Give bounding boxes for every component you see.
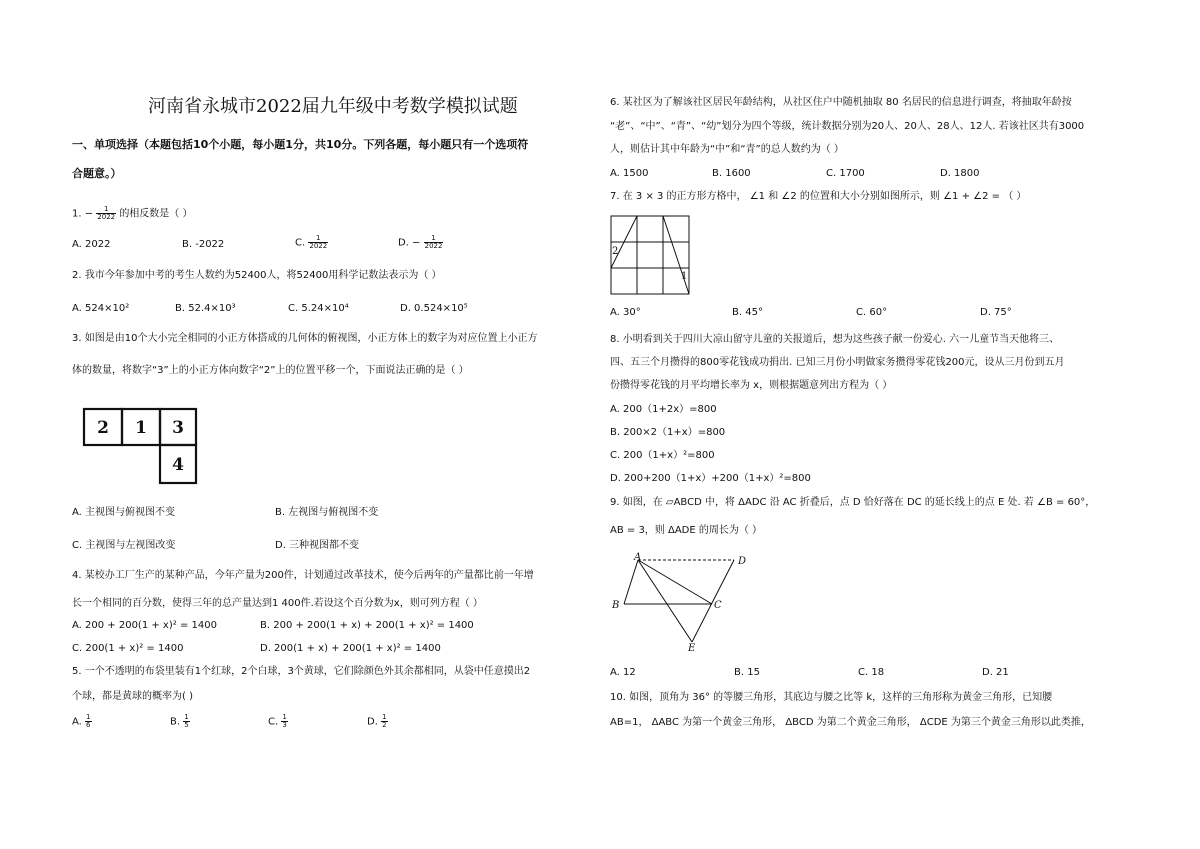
q3-grid-label-2: 2	[97, 418, 109, 438]
q4-option-d: D. 200(1 + x) + 200(1 + x)² = 1400	[260, 643, 441, 654]
q5-d-prefix: D.	[367, 716, 378, 728]
q9-label-C: C	[714, 600, 722, 611]
question-7-stem: 7. 在 3 × 3 的正方形方格中， ∠1 和 ∠2 的位置和大小分别如图所示，则 ∠1 + ∠2 = （ ）	[610, 191, 1027, 202]
q9-label-D: D	[738, 556, 747, 567]
q1-option-c	[295, 235, 328, 250]
q5-b-num: 1	[184, 713, 189, 721]
question-5-line2: 个球，都是黄球的概率为( )	[72, 691, 193, 702]
q5-option-c	[268, 714, 288, 729]
q6-option-a: A. 1500	[610, 168, 649, 179]
question-6-line1: 6. 某社区为了解该社区居民年龄结构，从社区住户中随机抽取 80 名居民的信息进行调查，将抽取年龄按	[610, 97, 1072, 108]
question-4-line2: 长一个相同的百分数，使得三年的总产量达到1 400件.若设这个百分数为x，则可列方程（ ）	[72, 598, 483, 609]
q1-d-den: 2022	[424, 242, 443, 250]
q5-b-den: 5	[184, 721, 189, 729]
q5-b-prefix: B.	[170, 716, 181, 728]
q9-segment-AB	[624, 560, 638, 604]
question-8-line3: 份攒得零花钱的月平均增长率为 x，则根据题意列出方程为（ ）	[610, 380, 893, 391]
q5-a-prefix: A.	[72, 716, 82, 728]
q1-frac-den: 2022	[97, 213, 116, 221]
q1-option-a: A. 2022	[72, 239, 111, 250]
q5-option-b	[170, 714, 190, 729]
question-10-line2: AB=1， ΔABC 为第一个黄金三角形， ΔBCD 为第二个黄金三角形， ΔCDE 为第三个黄金三角形以此类推，	[610, 717, 1091, 728]
question-1-stem	[72, 206, 193, 221]
q6-option-c: C. 1700	[826, 168, 865, 179]
q7-angle-2-label: 2	[612, 246, 619, 257]
q3-grid-label-1: 1	[135, 418, 147, 438]
q1-c-den: 2022	[309, 242, 328, 250]
q8-option-c: C. 200（1+x）²=800	[610, 450, 715, 461]
q1-suffix: 的相反数是（ ）	[119, 208, 193, 220]
q9-option-c: C. 18	[858, 667, 885, 678]
q1-c-fraction	[308, 235, 328, 250]
q4-option-b: B. 200 + 200(1 + x) + 200(1 + x)² = 1400	[260, 620, 474, 631]
question-9-line2: AB = 3，则 ΔADE 的周长为（ ）	[610, 525, 763, 536]
q3-option-d: D. 三种视图都不变	[275, 540, 360, 551]
q6-option-b: B. 1600	[712, 168, 751, 179]
question-6-line2: “老”、“中”、“青”、“幼”划分为四个等级，统计数据分别为20人、20人、28人、12人. 若该社区共有3000	[610, 121, 1085, 132]
question-10-line1: 10. 如图，顶角为 36° 的等腰三角形，其底边与腰之比等 k，这样的三角形称为黄金三角形，已知腰	[610, 692, 1053, 703]
question-6-line3: 人，则估计其中年龄为“中”和“青”的总人数约为（ ）	[610, 144, 844, 155]
q9-option-a: A. 12	[610, 667, 636, 678]
q7-option-b: B. 45°	[732, 307, 763, 318]
q1-frac-num: 1	[96, 206, 116, 214]
question-8-line2: 四、五三个月攒得的800零花钱成功捐出. 已知三月份小明做家务攒得零花钱200元，设从三月份到五月	[610, 357, 1065, 368]
q5-a-num: 1	[86, 713, 91, 721]
q9-option-b: B. 15	[734, 667, 760, 678]
question-3-line2: 体的数量，将数字“3”上的小正方体向数字“2”上的位置平移一个，下面说法正确的是（ ）	[72, 365, 469, 376]
q5-c-den: 3	[282, 721, 287, 729]
q5-c-fraction	[281, 714, 287, 729]
q5-b-fraction	[183, 714, 189, 729]
q1-option-d	[398, 235, 443, 250]
q7-option-a: A. 30°	[610, 307, 641, 318]
q3-option-b: B. 左视图与俯视图不变	[275, 507, 379, 518]
q9-segment-AC	[638, 560, 712, 604]
q1-d-fraction	[424, 235, 444, 250]
q8-option-b: B. 200×2（1+x）=800	[610, 427, 726, 438]
q1-d-prefix: D. −	[398, 237, 421, 249]
q9-label-A: A	[634, 552, 642, 563]
q6-option-d: D. 1800	[940, 168, 980, 179]
q1-prefix: 1. −	[72, 208, 94, 220]
q4-option-a: A. 200 + 200(1 + x)² = 1400	[72, 620, 217, 631]
q9-label-B: B	[612, 600, 620, 611]
q7-option-d: D. 75°	[980, 307, 1012, 318]
q2-option-a: A. 524×10²	[72, 303, 130, 314]
q5-c-num: 1	[282, 713, 287, 721]
q1-option-b: B. -2022	[182, 239, 225, 250]
q5-a-den: 6	[86, 721, 91, 729]
right-column	[600, 0, 1200, 849]
page-title: 河南省永城市2022届九年级中考数学模拟试题	[148, 96, 518, 117]
q1-c-num: 1	[308, 235, 328, 243]
section-heading-line2: 合题意。）	[72, 167, 122, 180]
q1-c-prefix: C.	[295, 237, 306, 249]
q7-option-c: C. 60°	[856, 307, 888, 318]
question-8-line1: 8. 小明看到关于四川大凉山留守儿童的关报道后，想为这些孩子献一份爱心. 六一儿童节当天他将三、	[610, 334, 1060, 345]
q5-d-fraction	[381, 714, 387, 729]
q9-segment-AE	[638, 560, 692, 642]
q1-fraction	[96, 206, 116, 221]
q5-c-prefix: C.	[268, 716, 279, 728]
q9-segment-DE	[692, 560, 734, 642]
q2-option-c: C. 5.24×10⁴	[288, 303, 349, 314]
q9-parallelogram-figure	[608, 550, 760, 654]
section-heading-line1: 一、单项选择（本题包括10个小题，每小题1分，共10分。下列各题，每小题只有一个选项符	[72, 138, 529, 151]
q4-option-c: C. 200(1 + x)² = 1400	[72, 643, 184, 654]
q2-option-b: B. 52.4×10³	[175, 303, 236, 314]
q5-d-num: 1	[382, 713, 387, 721]
q7-right-slant	[663, 216, 689, 294]
question-5-line1: 5. 一个不透明的布袋里装有1个红球，2个白球，3个黄球，它们除颜色外其余都相同，从袋中任意摸出2	[72, 666, 531, 677]
question-3-line1: 3. 如图是由10个大小完全相同的小正方体搭成的几何体的俯视图，小正方体上的数字为对应位置上小正方	[72, 333, 538, 344]
question-2-stem: 2. 我市今年参加中考的考生人数约为52400人，将52400用科学记数法表示为（ ）	[72, 270, 442, 281]
q5-option-a	[72, 714, 92, 729]
q9-option-d: D. 21	[982, 667, 1009, 678]
q5-option-d	[367, 714, 388, 729]
question-4-line1: 4. 某校办工厂生产的某种产品，今年产量为200件，计划通过改革技术，使今后两年的产量都比前一年增	[72, 570, 534, 581]
q5-a-fraction	[85, 714, 91, 729]
question-9-line1: 9. 如图，在 ▱ABCD 中，将 ΔADC 沿 AC 折叠后，点 D 恰好落在 DC 的延长线上的点 E 处. 若 ∠B = 60°，	[610, 497, 1096, 508]
q8-option-a: A. 200（1+2x）=800	[610, 404, 717, 415]
q1-d-num: 1	[424, 235, 444, 243]
q5-d-den: 2	[382, 721, 387, 729]
q3-option-a: A. 主视图与俯视图不变	[72, 507, 176, 518]
q3-top-view-figure	[80, 405, 205, 487]
q3-grid-label-4: 4	[172, 455, 184, 475]
q9-label-E: E	[688, 643, 696, 654]
q3-grid-label-3: 3	[172, 418, 184, 438]
q8-option-d: D. 200+200（1+x）+200（1+x）²=800	[610, 473, 811, 484]
q7-angle-1-label: 1	[681, 271, 688, 282]
q2-option-d: D. 0.524×10⁵	[400, 303, 468, 314]
q7-grid-figure	[608, 213, 692, 297]
q3-option-c: C. 主视图与左视图改变	[72, 540, 176, 551]
